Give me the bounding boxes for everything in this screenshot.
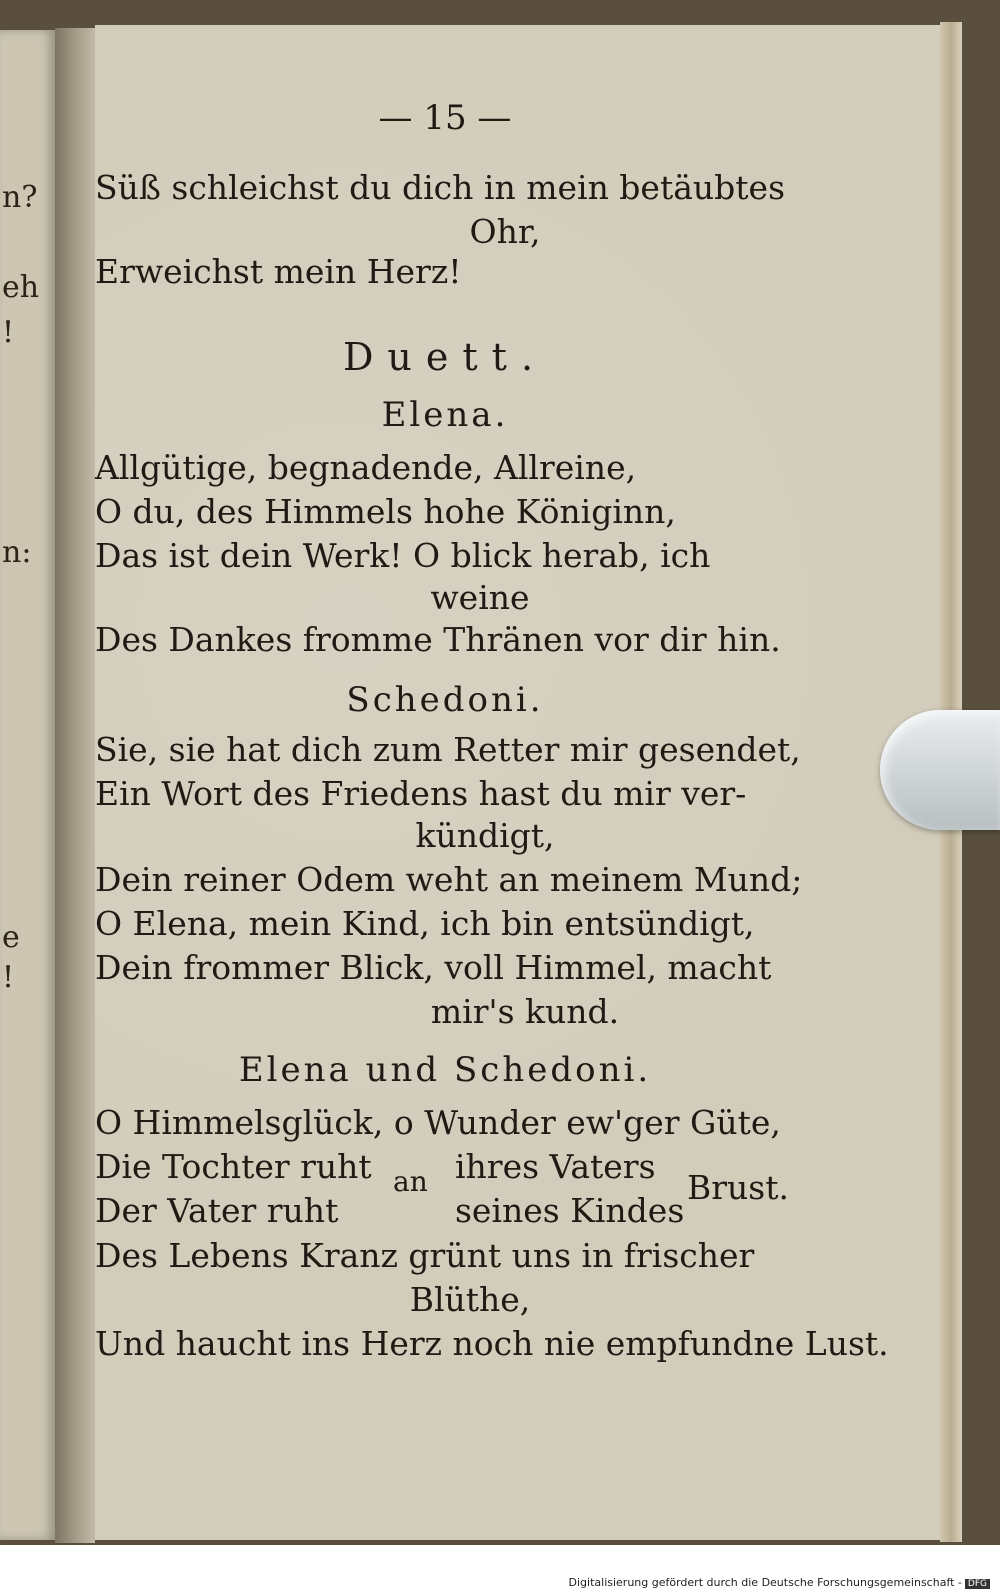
- facing-fragment: n?: [2, 180, 38, 215]
- verse-line: Sie, sie hat dich zum Retter mir gesendet,: [95, 730, 801, 769]
- verse-line: Dein frommer Blick, voll Himmel, macht: [95, 948, 772, 987]
- facing-fragment: !: [2, 960, 15, 995]
- verse-line: Des Lebens Kranz grünt uns in frischer: [95, 1236, 755, 1275]
- facing-fragment: !: [2, 315, 15, 350]
- page-number: — 15 —: [378, 98, 512, 138]
- verse-line: Blüthe,: [409, 1280, 531, 1319]
- verse-line: Allgütige, begnadende, Allreine,: [95, 448, 637, 487]
- split-verse-right: seines Kindes: [455, 1191, 685, 1230]
- section-heading: Duett.: [342, 335, 548, 379]
- verse-line: O Himmelsglück, o Wunder ew'ger Güte,: [95, 1103, 781, 1142]
- verse-line: O du, des Himmels hohe Königinn,: [95, 492, 676, 531]
- verse-line: weine: [430, 578, 530, 617]
- facing-fragment: eh: [2, 270, 40, 305]
- verse-line: mir's kund.: [430, 992, 620, 1031]
- credit-text: Digitalisierung gefördert durch die Deutsche Forschungsgemeinschaft -: [568, 1576, 962, 1589]
- verse-line: kündigt,: [415, 816, 555, 855]
- verse-line: Erweichst mein Herz!: [95, 252, 462, 291]
- split-verse-middle: an: [393, 1165, 428, 1198]
- split-verse-right: ihres Vaters: [455, 1147, 656, 1186]
- speaker-elena: Elena.: [381, 395, 509, 435]
- book-gutter: [55, 28, 95, 1543]
- verse-line: Ein Wort des Friedens hast du mir ver-: [95, 774, 747, 813]
- verse-line: Und haucht ins Herz noch nie empfundne Lust.: [95, 1324, 889, 1363]
- page-clip: [880, 710, 1000, 830]
- dfg-logo: DFG: [965, 1579, 990, 1589]
- facing-fragment: e: [2, 920, 20, 955]
- speaker-both: Elena und Schedoni.: [238, 1050, 652, 1090]
- split-verse-left: Der Vater ruht: [95, 1191, 339, 1230]
- verse-line: Dein reiner Odem weht an meinem Mund;: [95, 860, 803, 899]
- split-verse-end: Brust.: [687, 1168, 789, 1207]
- facing-page: [0, 30, 55, 1540]
- digitization-credit: [569, 1576, 990, 1589]
- verse-line: Süß schleichst du dich in mein betäubtes: [95, 168, 786, 207]
- verse-line: O Elena, mein Kind, ich bin entsündigt,: [95, 904, 755, 943]
- verse-line: Ohr,: [469, 212, 541, 251]
- verse-line: Des Dankes fromme Thränen vor dir hin.: [95, 620, 781, 659]
- speaker-schedoni: Schedoni.: [346, 680, 544, 720]
- facing-fragment: n:: [2, 535, 32, 570]
- split-verse-left: Die Tochter ruht: [95, 1147, 372, 1186]
- verse-line: Das ist dein Werk! O blick herab, ich: [95, 536, 711, 575]
